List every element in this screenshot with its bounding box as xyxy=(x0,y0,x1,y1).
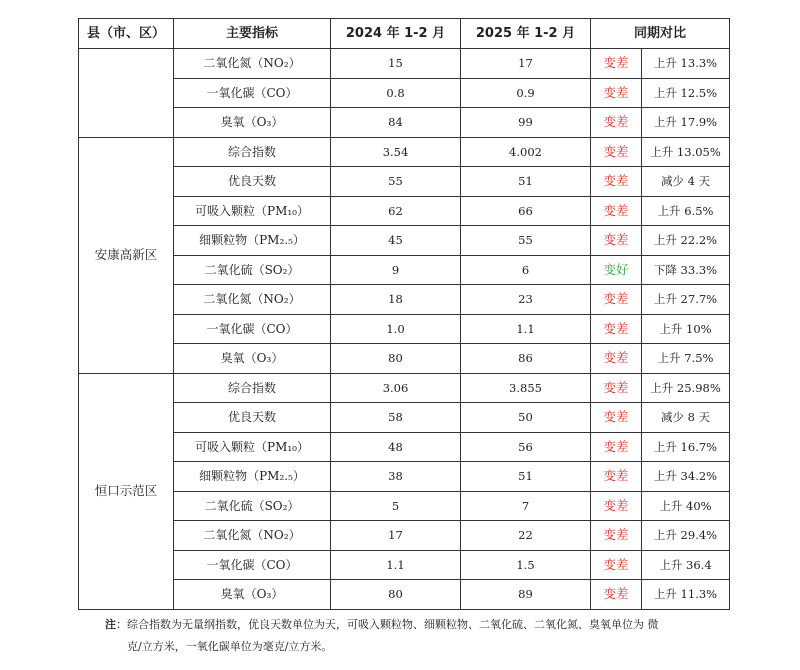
table-row xyxy=(79,521,730,551)
change-rate-cell: 上升 36.4 xyxy=(642,550,730,580)
value-2025-cell: 56 xyxy=(461,432,591,462)
change-rate-cell: 上升 16.7% xyxy=(642,432,730,462)
change-rate-cell: 上升 34.2% xyxy=(642,462,730,492)
indicator-cell: 综合指数 xyxy=(174,373,331,403)
value-2025-cell: 66 xyxy=(461,196,591,226)
table-row xyxy=(79,432,730,462)
indicator-cell: 臭氧（O₃） xyxy=(174,108,331,138)
table-row xyxy=(79,226,730,256)
county-cell-continued xyxy=(79,49,174,138)
change-rate-cell: 上升 22.2% xyxy=(642,226,730,256)
county-cell: 恒口示范区 xyxy=(79,373,174,609)
table-row xyxy=(79,49,730,79)
value-2024-cell: 3.06 xyxy=(331,373,461,403)
change-rate-cell: 上升 7.5% xyxy=(642,344,730,374)
value-2024-cell: 3.54 xyxy=(331,137,461,167)
change-status-cell: 变差 xyxy=(591,226,642,256)
header-2024: 2024 年 1-2 月 xyxy=(331,19,461,49)
indicator-cell: 优良天数 xyxy=(174,167,331,197)
value-2024-cell: 17 xyxy=(331,521,461,551)
change-rate-cell: 上升 6.5% xyxy=(642,196,730,226)
indicator-cell: 二氧化氮（NO₂） xyxy=(174,49,331,79)
county-cell: 安康高新区 xyxy=(79,137,174,373)
value-2025-cell: 4.002 xyxy=(461,137,591,167)
change-status-cell: 变差 xyxy=(591,78,642,108)
value-2025-cell: 55 xyxy=(461,226,591,256)
change-status-cell: 变差 xyxy=(591,196,642,226)
table-row xyxy=(79,550,730,580)
value-2025-cell: 23 xyxy=(461,285,591,315)
value-2024-cell: 58 xyxy=(331,403,461,433)
table-row xyxy=(79,462,730,492)
table-row xyxy=(79,78,730,108)
indicator-cell: 可吸入颗粒（PM₁₀） xyxy=(174,196,331,226)
table-row xyxy=(79,255,730,285)
footnote-line2: 克/立方米，一氧化碳单位为毫克/立方米。 xyxy=(127,640,333,653)
value-2025-cell: 1.5 xyxy=(461,550,591,580)
change-status-cell: 变差 xyxy=(591,432,642,462)
value-2025-cell: 1.1 xyxy=(461,314,591,344)
change-status-cell: 变差 xyxy=(591,344,642,374)
change-status-cell: 变差 xyxy=(591,403,642,433)
change-status-cell: 变差 xyxy=(591,462,642,492)
change-rate-cell: 上升 29.4% xyxy=(642,521,730,551)
table-header xyxy=(79,19,730,49)
value-2024-cell: 55 xyxy=(331,167,461,197)
table-row xyxy=(79,491,730,521)
change-rate-cell: 上升 11.3% xyxy=(642,580,730,610)
indicator-cell: 二氧化硫（SO₂） xyxy=(174,491,331,521)
change-status-cell: 变差 xyxy=(591,314,642,344)
value-2025-cell: 0.9 xyxy=(461,78,591,108)
indicator-cell: 一氧化碳（CO） xyxy=(174,550,331,580)
change-status-cell: 变差 xyxy=(591,521,642,551)
change-status-cell: 变差 xyxy=(591,373,642,403)
table-row xyxy=(79,137,730,167)
indicator-cell: 二氧化氮（NO₂） xyxy=(174,285,331,315)
change-status-cell: 变差 xyxy=(591,550,642,580)
table-row xyxy=(79,344,730,374)
header-county: 县（市、区） xyxy=(79,19,174,49)
indicator-cell: 细颗粒物（PM₂.₅） xyxy=(174,462,331,492)
change-rate-cell: 上升 40% xyxy=(642,491,730,521)
value-2024-cell: 45 xyxy=(331,226,461,256)
table-row xyxy=(79,580,730,610)
change-status-cell: 变差 xyxy=(591,137,642,167)
indicator-cell: 综合指数 xyxy=(174,137,331,167)
header-2025: 2025 年 1-2 月 xyxy=(461,19,591,49)
table-row xyxy=(79,285,730,315)
change-rate-cell: 上升 12.5% xyxy=(642,78,730,108)
indicator-cell: 一氧化碳（CO） xyxy=(174,314,331,344)
value-2025-cell: 86 xyxy=(461,344,591,374)
indicator-cell: 臭氧（O₃） xyxy=(174,344,331,374)
table-row xyxy=(79,167,730,197)
change-status-cell: 变差 xyxy=(591,491,642,521)
change-status-cell: 变好 xyxy=(591,255,642,285)
change-rate-cell: 减少 8 天 xyxy=(642,403,730,433)
footnote xyxy=(105,614,725,658)
change-rate-cell: 上升 13.05% xyxy=(642,137,730,167)
value-2024-cell: 5 xyxy=(331,491,461,521)
change-status-cell: 变差 xyxy=(591,580,642,610)
table-row xyxy=(79,108,730,138)
indicator-cell: 优良天数 xyxy=(174,403,331,433)
value-2024-cell: 80 xyxy=(331,580,461,610)
indicator-cell: 二氧化氮（NO₂） xyxy=(174,521,331,551)
indicator-cell: 细颗粒物（PM₂.₅） xyxy=(174,226,331,256)
table-row xyxy=(79,196,730,226)
value-2025-cell: 7 xyxy=(461,491,591,521)
change-rate-cell: 上升 17.9% xyxy=(642,108,730,138)
change-rate-cell: 下降 33.3% xyxy=(642,255,730,285)
value-2025-cell: 22 xyxy=(461,521,591,551)
change-status-cell: 变差 xyxy=(591,49,642,79)
value-2025-cell: 50 xyxy=(461,403,591,433)
footnote-line1: ：综合指数为无量纲指数，优良天数单位为天，可吸入颗粒物、细颗粒物、二氧化硫、二氧化氮、臭氧单位为 微 xyxy=(116,618,659,631)
value-2025-cell: 3.855 xyxy=(461,373,591,403)
indicator-cell: 可吸入颗粒（PM₁₀） xyxy=(174,432,331,462)
value-2025-cell: 89 xyxy=(461,580,591,610)
value-2024-cell: 38 xyxy=(331,462,461,492)
table-body xyxy=(79,49,730,610)
change-status-cell: 变差 xyxy=(591,167,642,197)
table-row xyxy=(79,314,730,344)
change-rate-cell: 上升 25.98% xyxy=(642,373,730,403)
value-2025-cell: 51 xyxy=(461,167,591,197)
value-2025-cell: 6 xyxy=(461,255,591,285)
value-2024-cell: 1.0 xyxy=(331,314,461,344)
indicator-cell: 一氧化碳（CO） xyxy=(174,78,331,108)
table-row xyxy=(79,403,730,433)
value-2025-cell: 17 xyxy=(461,49,591,79)
value-2024-cell: 62 xyxy=(331,196,461,226)
value-2024-cell: 84 xyxy=(331,108,461,138)
indicator-cell: 二氧化硫（SO₂） xyxy=(174,255,331,285)
change-status-cell: 变差 xyxy=(591,108,642,138)
change-rate-cell: 上升 10% xyxy=(642,314,730,344)
header-row xyxy=(79,19,730,49)
value-2024-cell: 0.8 xyxy=(331,78,461,108)
value-2024-cell: 9 xyxy=(331,255,461,285)
value-2024-cell: 1.1 xyxy=(331,550,461,580)
value-2024-cell: 15 xyxy=(331,49,461,79)
change-rate-cell: 减少 4 天 xyxy=(642,167,730,197)
header-comparison: 同期对比 xyxy=(591,19,730,49)
value-2025-cell: 51 xyxy=(461,462,591,492)
change-rate-cell: 上升 13.3% xyxy=(642,49,730,79)
value-2024-cell: 80 xyxy=(331,344,461,374)
footnote-label: 注 xyxy=(105,618,116,631)
value-2024-cell: 18 xyxy=(331,285,461,315)
change-rate-cell: 上升 27.7% xyxy=(642,285,730,315)
value-2024-cell: 48 xyxy=(331,432,461,462)
change-status-cell: 变差 xyxy=(591,285,642,315)
indicator-cell: 臭氧（O₃） xyxy=(174,580,331,610)
value-2025-cell: 99 xyxy=(461,108,591,138)
header-indicator: 主要指标 xyxy=(174,19,331,49)
air-quality-table xyxy=(78,18,730,610)
table-row xyxy=(79,373,730,403)
